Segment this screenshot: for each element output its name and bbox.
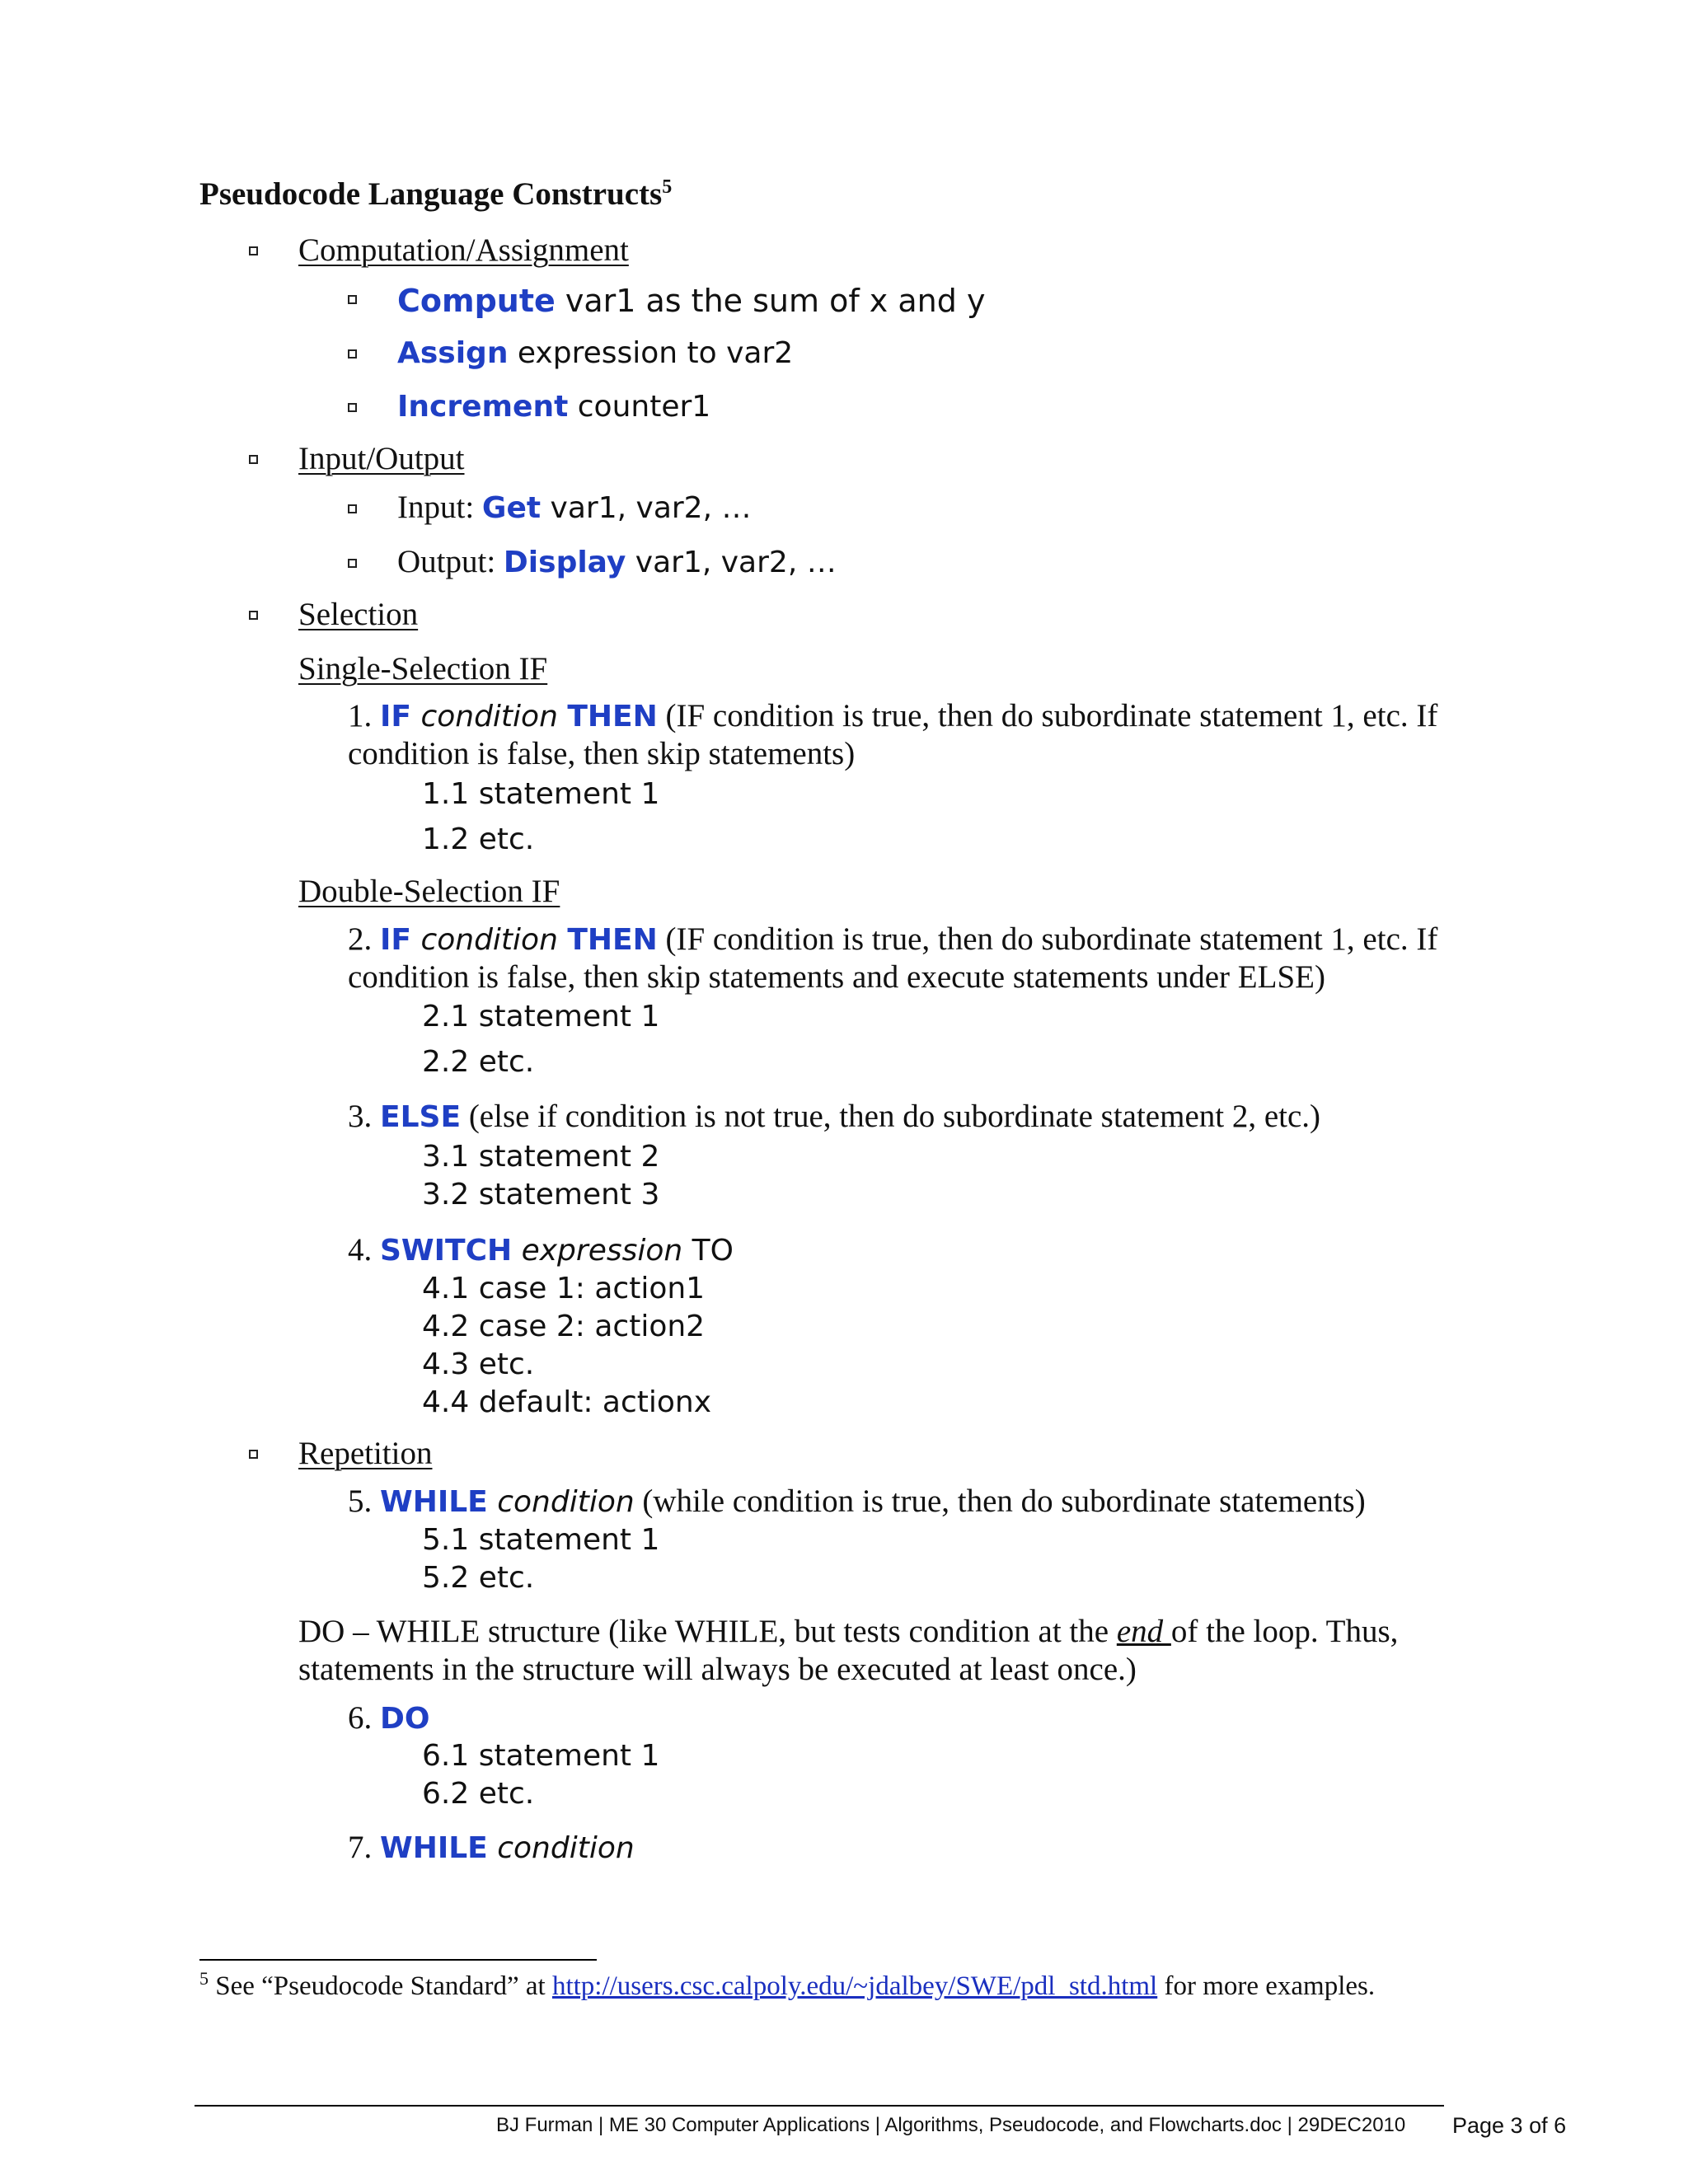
step-number: 3. xyxy=(348,1099,380,1134)
footnote-link[interactable]: http://users.csc.calpoly.edu/~jdalbey/SWE/pdl_std.html xyxy=(551,1971,1158,2001)
computation-heading: Computation/Assignment xyxy=(298,232,629,268)
sub-step: 4.2 case 2: action2 xyxy=(422,1310,706,1343)
page-number: Page 3 of 6 xyxy=(1452,2113,1567,2138)
step-description: (IF condition is true, then do subordinate statement 1, etc. If xyxy=(657,921,1438,957)
bullet-icon xyxy=(348,349,357,359)
dowhile-description xyxy=(298,1614,1398,1651)
keyword: WHILE xyxy=(380,1831,488,1865)
keyword: Get xyxy=(481,491,542,525)
footnote-ref[interactable]: 5 xyxy=(662,176,673,198)
bullet-icon xyxy=(249,246,258,255)
sub-step: 5.1 statement 1 xyxy=(422,1523,660,1557)
footnote-text: See “Pseudocode Standard” at xyxy=(209,1971,552,2001)
sub-step: 1.1 statement 1 xyxy=(422,777,660,811)
dowhile-description-cont: statements in the structure will always be executed at least once.) xyxy=(298,1652,1137,1687)
bullet-icon xyxy=(249,455,258,464)
keyword: Increment xyxy=(397,390,569,424)
step-description: (else if condition is not true, then do subordinate statement 2, etc.) xyxy=(461,1099,1321,1134)
keyword: IF xyxy=(380,700,411,733)
else-line xyxy=(348,1099,1320,1136)
do-line xyxy=(348,1700,430,1737)
keyword: WHILE xyxy=(380,1485,488,1519)
keyword: THEN xyxy=(567,700,658,733)
footnote-separator xyxy=(199,1959,597,1961)
expression-text: expression xyxy=(512,1234,683,1268)
step-number: 6. xyxy=(348,1700,380,1736)
to-text: TO xyxy=(682,1234,734,1268)
item-text: counter1 xyxy=(568,390,711,424)
sub-step: 1.2 etc. xyxy=(422,823,535,856)
keyword: ELSE xyxy=(380,1100,462,1134)
item-text: var1, var2, … xyxy=(541,491,752,525)
while-condition-line xyxy=(348,1830,635,1867)
double-if-line xyxy=(348,921,1437,958)
sub-step: 5.2 etc. xyxy=(422,1561,535,1595)
bullet-icon xyxy=(348,559,357,568)
sub-step: 2.1 statement 1 xyxy=(422,1000,660,1033)
keyword: SWITCH xyxy=(380,1234,513,1268)
footnote-text: for more examples. xyxy=(1157,1971,1376,2001)
input-item xyxy=(397,490,751,527)
keyword: IF xyxy=(380,923,411,957)
step-number: 4. xyxy=(348,1232,380,1268)
item-text: var1, var2, … xyxy=(626,546,837,579)
bullet-icon xyxy=(348,295,357,304)
condition-text: condition xyxy=(487,1831,635,1865)
sub-step: 6.2 etc. xyxy=(422,1777,535,1811)
footnote xyxy=(199,1968,1376,2003)
item-text: var1 as the sum of x and y xyxy=(555,283,986,319)
heading-text: Pseudocode Language Constructs xyxy=(199,176,663,212)
bullet-icon xyxy=(249,1450,258,1459)
single-if-line xyxy=(348,698,1437,735)
step-description-cont: condition is false, then skip statements) xyxy=(348,736,856,771)
single-selection-heading: Single-Selection IF xyxy=(298,651,548,687)
selection-heading: Selection xyxy=(298,597,419,632)
switch-line xyxy=(348,1232,734,1269)
output-item xyxy=(397,544,837,581)
item-prefix: Output: xyxy=(397,544,504,579)
repetition-heading: Repetition xyxy=(298,1436,433,1471)
condition-text: condition xyxy=(411,700,568,733)
step-number: 2. xyxy=(348,921,380,957)
increment-item xyxy=(397,390,710,424)
footnote-number: 5 xyxy=(199,1968,209,1989)
assign-item xyxy=(397,336,793,370)
io-heading: Input/Output xyxy=(298,441,465,476)
dowhile-text: of the loop. Thus, xyxy=(1170,1614,1399,1649)
bullet-icon xyxy=(249,611,258,620)
condition-text: condition xyxy=(487,1485,635,1519)
step-description: (while condition is true, then do subordinate statements) xyxy=(634,1483,1366,1519)
footer-rule xyxy=(195,2105,1444,2107)
sub-step: 4.3 etc. xyxy=(422,1347,535,1381)
sub-step: 4.4 default: actionx xyxy=(422,1385,712,1419)
keyword: THEN xyxy=(567,923,658,957)
step-description-cont: condition is false, then skip statements and execute statements under ELSE) xyxy=(348,959,1325,995)
item-text: expression to var2 xyxy=(508,336,794,370)
sub-step: 3.1 statement 2 xyxy=(422,1140,660,1174)
while-line xyxy=(348,1483,1366,1521)
bullet-icon xyxy=(348,403,357,412)
section-heading xyxy=(199,176,672,213)
step-number: 1. xyxy=(348,698,380,733)
sub-step: 6.1 statement 1 xyxy=(422,1739,660,1773)
compute-item xyxy=(397,282,985,320)
keyword: Display xyxy=(503,546,626,579)
sub-step: 4.1 case 1: action1 xyxy=(422,1272,706,1305)
step-number: 5. xyxy=(348,1483,380,1519)
item-prefix: Input: xyxy=(397,490,482,525)
bullet-icon xyxy=(348,504,357,513)
double-selection-heading: Double-Selection IF xyxy=(298,874,560,909)
step-description: (IF condition is true, then do subordinate statement 1, etc. If xyxy=(657,698,1438,733)
emphasis-text: end xyxy=(1116,1614,1171,1649)
step-number: 7. xyxy=(348,1830,380,1865)
keyword: Assign xyxy=(397,336,509,370)
keyword: DO xyxy=(380,1702,430,1736)
condition-text: condition xyxy=(411,923,568,957)
sub-step: 3.2 statement 3 xyxy=(422,1178,660,1212)
footer-text: BJ Furman | ME 30 Computer Applications | Algorithms, Pseudocode, and Flowcharts.doc | 29DEC2010 xyxy=(496,2114,1406,2136)
dowhile-text: DO – WHILE structure (like WHILE, but tests condition at the xyxy=(298,1614,1117,1649)
keyword: Compute xyxy=(397,283,556,319)
sub-step: 2.2 etc. xyxy=(422,1045,535,1079)
